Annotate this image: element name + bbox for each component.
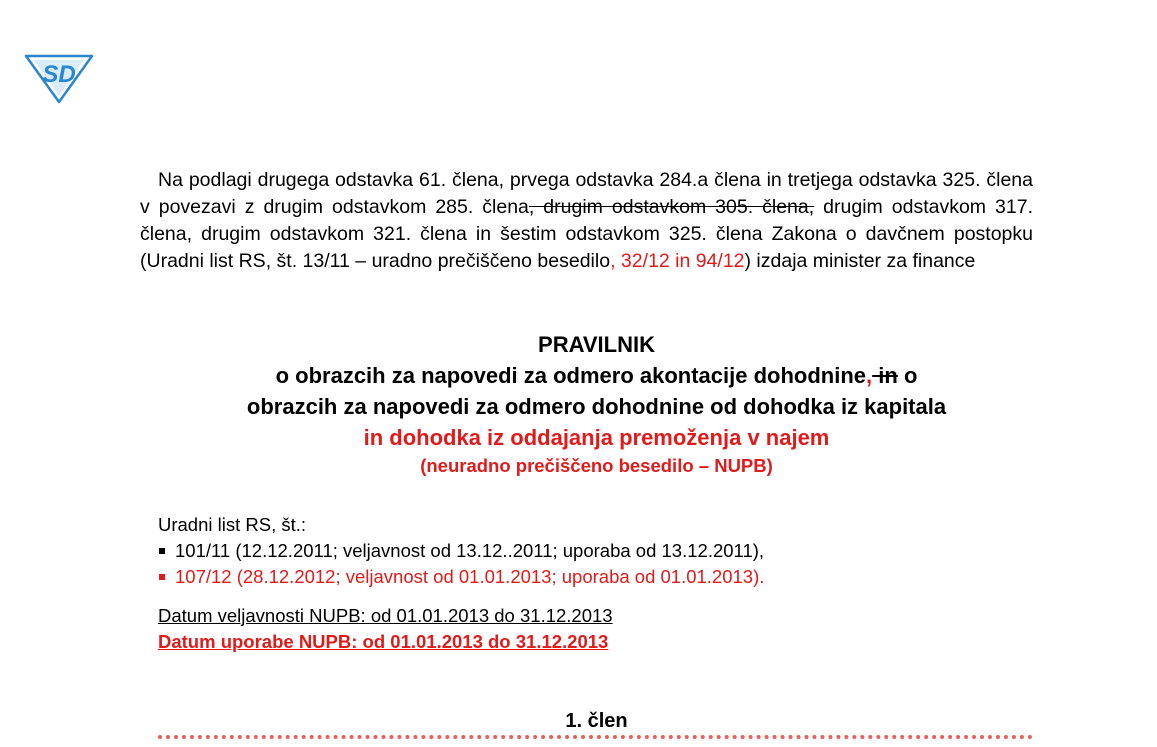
gazette-list <box>158 538 1038 590</box>
gazette-item: 101/11 (12.12.2011; veljavnost od 13.12..2011; uporaba od 13.12.2011), <box>158 538 1038 564</box>
gazette-references <box>158 512 1038 590</box>
logo-lettering: SD <box>42 61 76 88</box>
application-date: Datum uporabe NUPB: od 01.01.2013 do 31.12.2013 <box>158 631 609 652</box>
title-line-1-end: o <box>897 363 918 388</box>
sd-shield-logo-icon <box>22 48 96 104</box>
deleted-text: , drugim odstavkom 305. člena, <box>528 196 815 218</box>
title-line-3-amendment: in dohodka iz oddajanja premoženja v najem <box>363 425 830 450</box>
preamble-text-end: ) izdaja minister za finance <box>744 250 976 272</box>
amendment-text: , 32/12 in 94/12 <box>610 250 745 272</box>
preamble-text: Na podlagi drugega odstavka 61. člena, prvega odstavka 284.a člena in tretjega odstavka 325. člena v povezavi z drugim odstavkom 285. člena <box>140 169 1033 218</box>
preamble-paragraph <box>140 167 1033 275</box>
title-line-2: obrazcih za napovedi za odmero dohodnine od dohodka iz kapitala <box>246 394 947 419</box>
preamble-text-middle: drugim odstavkom 317. člena, drugim odstavkom 321. člena in šestim odstavkom 325. člena Zakona o davčnem postopku (Uradni list RS, št. 13/11 – uradno prečiščeno besedilo <box>140 196 1033 272</box>
title-line-1-text: o obrazcih za napovedi za odmero akontacije dohodnine <box>275 363 867 388</box>
cut-off-text-line <box>158 735 1033 747</box>
deleted-word: in <box>872 363 898 388</box>
gazette-heading: Uradni list RS, št.: <box>158 514 307 535</box>
validity-date: Datum veljavnosti NUPB: od 01.01.2013 do 31.12.2013 <box>158 605 613 626</box>
inserted-comma: , <box>866 363 873 388</box>
unofficial-consolidation-note: (neuradno prečiščeno besedilo – NUPB) <box>420 455 773 476</box>
document-type-heading: PRAVILNIK <box>538 332 655 357</box>
title-line-1 <box>140 360 1053 391</box>
regulation-title <box>140 330 1053 479</box>
gazette-item-amendment: 107/12 (28.12.2012; veljavnost od 01.01.2013; uporaba od 01.01.2013). <box>158 564 1038 590</box>
article-heading: 1. člen <box>565 710 628 732</box>
validity-dates <box>158 603 1038 655</box>
